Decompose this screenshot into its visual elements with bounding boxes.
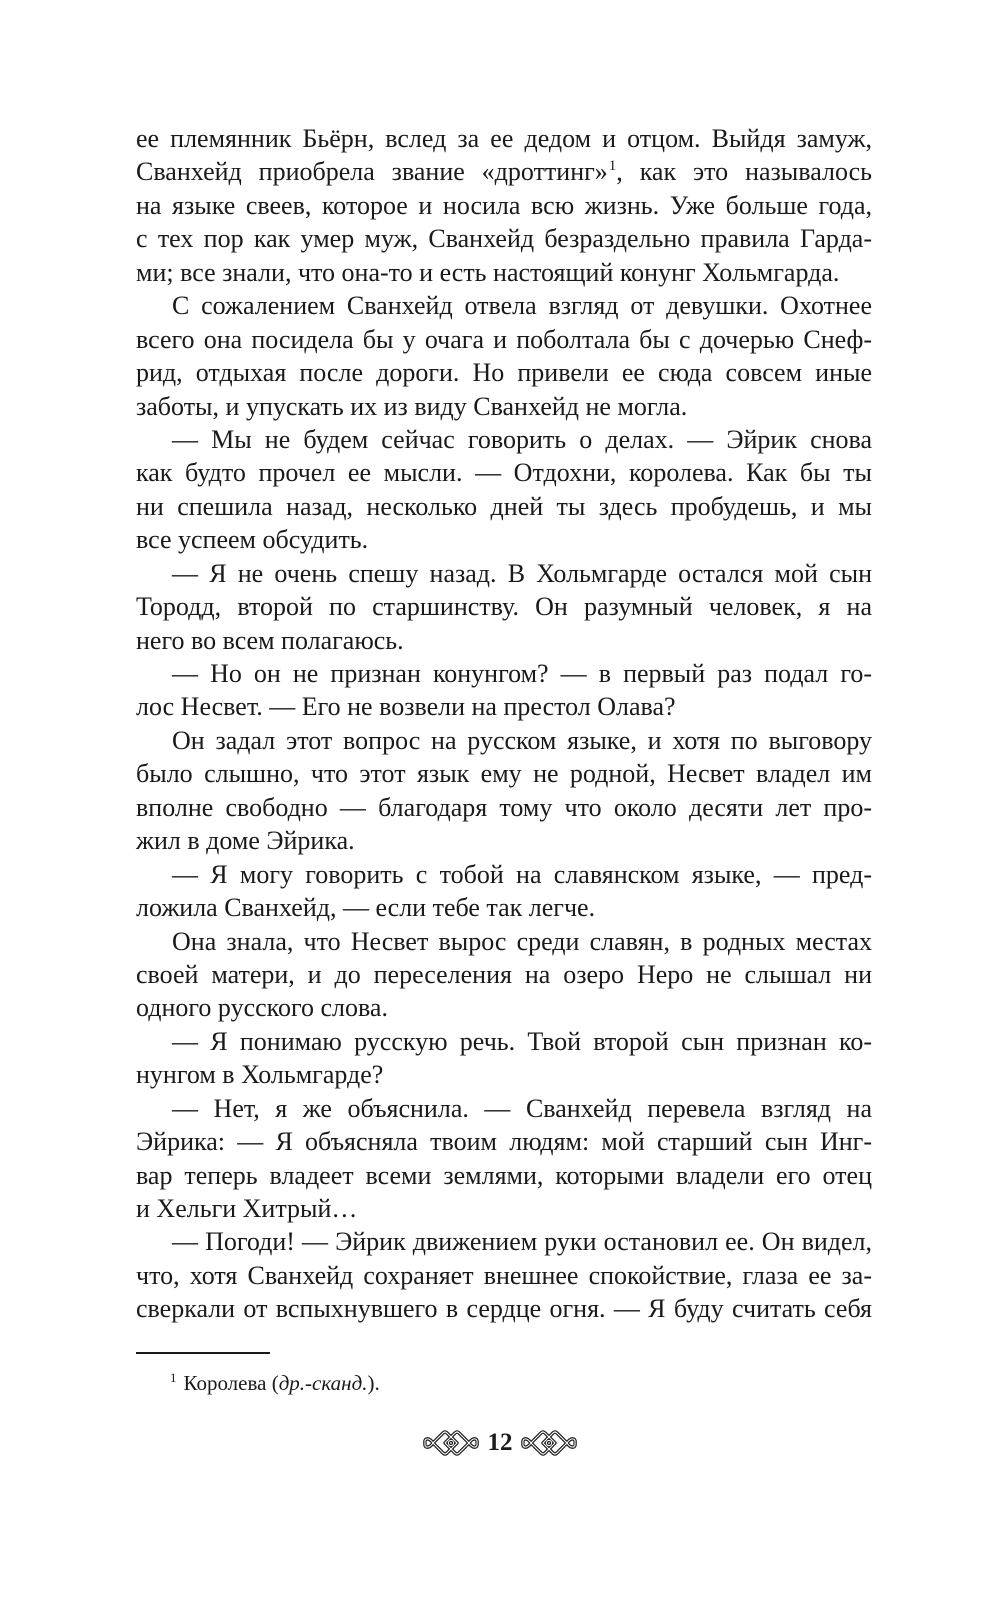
knotwork-ornament-right-icon — [521, 1428, 577, 1458]
paragraph — [136, 289, 872, 423]
footnote-rule — [136, 1352, 270, 1354]
text-line: все успеем обсудить. — [136, 525, 369, 555]
footnote-text-end: ). — [367, 1371, 380, 1395]
text-line: Он задал этот вопрос на русском языке, и хотя по выговору — [172, 725, 872, 755]
text-line: с тех пор как умер муж, Сванхейд безраздельно правила Гарда- — [136, 224, 872, 254]
footnote-marker: 1 — [170, 1370, 177, 1385]
paragraph — [136, 1225, 872, 1325]
paragraph — [136, 557, 872, 657]
text-line: как будто прочел ее мысли. — Отдохни, королева. Как бы ты — [136, 458, 872, 488]
text-line: жил в доме Эйрика. — [136, 826, 355, 856]
paragraph — [136, 1092, 872, 1226]
knotwork-ornament-left-icon — [423, 1428, 479, 1458]
page-folio — [0, 1427, 1000, 1459]
text-line: вполне свободно — благодаря тому что около десяти лет про- — [136, 792, 872, 822]
text-line: лос Несвет. — Его не возвели на престол Олава? — [136, 692, 676, 722]
footnote-italic-text: др.-сканд. — [278, 1371, 368, 1395]
text-line: рид, отдыхая после дороги. Но привели ее сюда совсем иные — [136, 358, 872, 388]
text-line: — Мы не будем сейчас говорить о делах. — Эйрик снова — [172, 424, 872, 454]
paragraph — [136, 925, 872, 1025]
text-line: — Я не очень спешу назад. В Хольмгарде остался мой сын — [172, 558, 872, 588]
text-line: вар теперь владеет всеми землями, которыми владели его отец — [136, 1160, 872, 1190]
text-fragment: , как это называлось — [616, 157, 872, 187]
text-line — [136, 155, 872, 188]
text-line: ложила Сванхейд, — если тебе так легче. — [136, 893, 596, 923]
footnote — [170, 1370, 380, 1399]
text-line: — Но он не признан конунгом? — в первый раз подал го- — [172, 659, 872, 688]
text-line: — Я могу говорить с тобой на славянском языке, — пред- — [172, 859, 872, 889]
text-line: ее племянник Бьёрн, вслед за ее дедом и отцом. Выйдя замуж, — [136, 124, 872, 153]
text-line: нунгом в Хольмгарде? — [136, 1060, 384, 1090]
text-line: заботы, и упускать их из виду Сванхейд не могла. — [136, 391, 688, 421]
page-number: 12 — [487, 1429, 513, 1456]
text-line: — Я понимаю русскую речь. Твой второй сын признан ко- — [172, 1026, 872, 1056]
paragraph — [136, 858, 872, 925]
text-line: ми; все знали, что она-то и есть настоящий конунг Хольмгарда. — [136, 257, 840, 287]
paragraph — [136, 423, 872, 557]
text-fragment: Сванхейд приобрела звание «дроттинг» — [136, 157, 608, 187]
text-line: своей матери, и до переселения на озеро Неро не слышал ни — [136, 959, 872, 989]
paragraph — [136, 122, 872, 289]
paragraph — [136, 657, 872, 724]
text-line: сверкали от вспыхнувшего в сердце огня. — Я буду считать себя — [136, 1294, 872, 1324]
text-line: Тородд, второй по старшинству. Он разумный человек, я на — [136, 592, 872, 622]
text-line: — Нет, я же объяснила. — Сванхейд перевела взгляд на — [172, 1093, 872, 1123]
paragraph — [136, 724, 872, 858]
body-text — [136, 122, 872, 1326]
text-line: С сожалением Сванхейд отвела взгляд от девушки. Охотнее — [172, 291, 872, 321]
text-line: одного русского слова. — [136, 993, 388, 1023]
text-line: — Погоди! — Эйрик движением руки остановил ее. Он видел, — [172, 1227, 872, 1257]
text-line: всего она посидела бы у очага и поболтала бы с дочерью Снеф- — [136, 324, 872, 354]
footnote-text: Королева ( — [183, 1371, 279, 1395]
text-line: Эйрика: — Я объясняла твоим людям: мой старший сын Инг- — [136, 1127, 872, 1157]
text-line: было слышно, что этот язык ему не родной, Несвет владел им — [136, 759, 872, 789]
text-line: него во всем полагаюсь. — [136, 625, 404, 655]
text-line: Она знала, что Несвет вырос среди славян, в родных местах — [172, 926, 872, 956]
text-line: что, хотя Сванхейд сохраняет внешнее спокойствие, глаза ее за- — [136, 1260, 872, 1290]
text-line: ни спешила назад, несколько дней ты здесь пробудешь, и мы — [136, 491, 872, 521]
text-line: на языке свеев, которое и носила всю жизнь. Уже больше года, — [136, 190, 872, 220]
text-line: и Хельги Хитрый… — [136, 1194, 358, 1223]
paragraph — [136, 1025, 872, 1092]
footnote-reference: 1 — [608, 158, 617, 175]
